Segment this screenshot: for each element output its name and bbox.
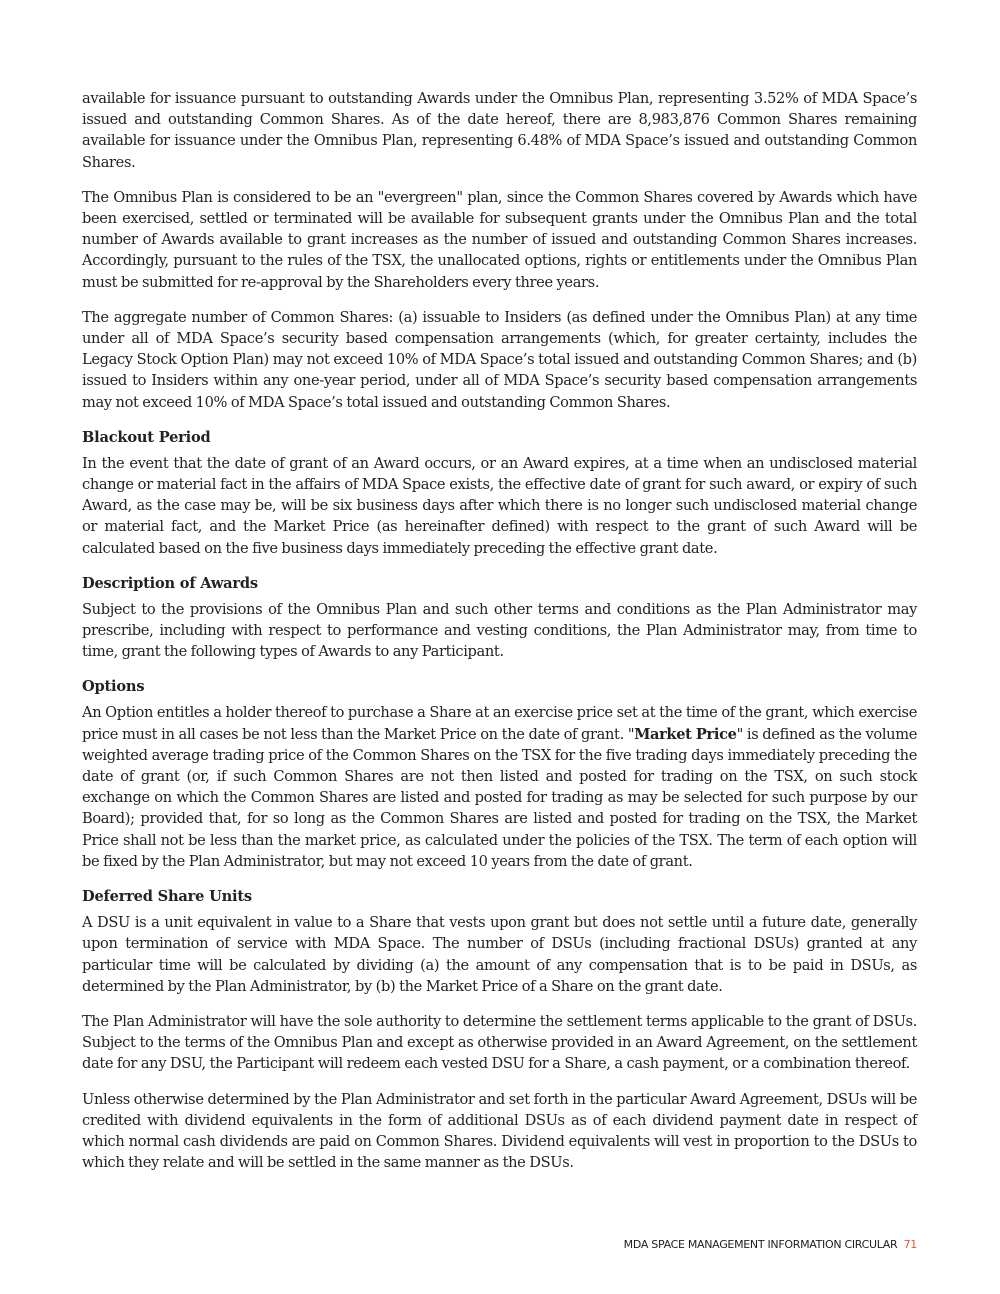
page-footer <box>82 1238 917 1251</box>
paragraph-evergreen-plan: The Omnibus Plan is considered to be an "evergreen" plan, since the Common Shares covered by Awards which have been exercised, settled or terminated will be available for subsequent grants under the Omnibus Plan and the total number of Awards available to grant increases as the number of issued and outstanding Common Shares increases. Accordingly, pursuant to the rules of the TSX, the unallocated options, rights or entitlements under the Omnibus Plan must be submitted for re-approval by the Shareholders every three years. <box>82 188 917 291</box>
paragraph-dsu-dividends: Unless otherwise determined by the Plan Administrator and set forth in the particular Award Agreement, DSUs will be credited with dividend equivalents in the form of additional DSUs as of each dividend payment date in respect of which normal cash dividends are paid on Common Shares. Dividend equivalents will vest in proportion to the DSUs to which they relate and will be settled in the same manner as the DSUs. <box>82 1090 917 1172</box>
heading-deferred-share-units: Deferred Share Units <box>82 888 252 906</box>
paragraph-options <box>82 702 917 872</box>
footer-title: MDA SPACE MANAGEMENT INFORMATION CIRCULAR <box>623 1238 898 1251</box>
paragraph-dsu-settlement: The Plan Administrator will have the sole authority to determine the settlement terms applicable to the grant of DSUs. Subject to the terms of the Omnibus Plan and except as otherwise provided in an Award Agreement, on the settlement date for any DSU, the Participant will redeem each vested DSU for a Share, a cash payment, or a combination thereof. <box>82 1012 917 1073</box>
paragraph-insider-limits: The aggregate number of Common Shares: (a) issuable to Insiders (as defined under the Omnibus Plan) at any time under all of MDA Space’s security based compensation arrangements (which, for greater certainty, includes the Legacy Stock Option Plan) may not exceed 10% of MDA Space’s total issued and outstanding Common Shares; and (b) issued to Insiders within any one-year period, under all of MDA Space’s security based compensation arrangements may not exceed 10% of MDA Space’s total issued and outstanding Common Shares. <box>82 308 917 411</box>
page-number: 71 <box>903 1238 917 1251</box>
paragraph-description-of-awards: Subject to the provisions of the Omnibus Plan and such other terms and conditions as the Plan Administrator may prescribe, including with respect to performance and vesting conditions, the Plan Administrator may, from time to time, grant the following types of Awards to any Participant. <box>82 600 917 661</box>
options-text-before: An Option entitles a holder thereof to purchase a Share at an exercise price set at the time of the grant, which exercise price must in all cases be not less than the Market Price on the date of grant. " <box>82 704 917 743</box>
paragraph-blackout-period: In the event that the date of grant of an Award occurs, or an Award expires, at a time when an undisclosed material change or material fact in the affairs of MDA Space exists, the effective date of grant for such award, or expiry of such Award, as the case may be, will be six business days after which there is no longer such undisclosed material change or material fact, and the Market Price (as hereinafter defined) with respect to the grant of such Award will be calculated based on the five business days immediately preceding the effective grant date. <box>82 454 917 557</box>
defined-term-market-price: Market Price <box>634 725 737 743</box>
heading-blackout-period: Blackout Period <box>82 428 211 446</box>
paragraph-omnibus-availability: available for issuance pursuant to outstanding Awards under the Omnibus Plan, representing 3.52% of MDA Space’s issued and outstanding Common Shares. As of the date hereof, there are 8,983,876 Common Shares remaining available for issuance under the Omnibus Plan, representing 6.48% of MDA Space’s issued and outstanding Common Shares. <box>82 90 917 171</box>
heading-description-of-awards: Description of Awards <box>82 574 258 592</box>
options-text-after: " is defined as the volume weighted average trading price of the Common Shares on the TSX for the five trading days immediately preceding the date of grant (or, if such Common Shares are not then listed and posted for trading on the TSX, on such stock exchange on which the Common Shares are listed and posted for trading as may be selected for such purpose by our Board); provided that, for so long as the Common Shares are listed and posted for trading on the TSX, the Market Price shall not be less than the market price, as calculated under the policies of the TSX. The term of each option will be fixed by the Plan Administrator, but may not exceed 10 years from the date of grant. <box>82 725 917 870</box>
paragraph-dsu-definition: A DSU is a unit equivalent in value to a Share that vests upon grant but does not settle until a future date, generally upon termination of service with MDA Space. The number of DSUs (including fractional DSUs) granted at any particular time will be calculated by dividing (a) the amount of any compensation that is to be paid in DSUs, as determined by the Plan Administrator, by (b) the Market Price of a Share on the grant date. <box>82 914 917 995</box>
document-body <box>82 88 917 1187</box>
heading-options: Options <box>82 678 145 696</box>
